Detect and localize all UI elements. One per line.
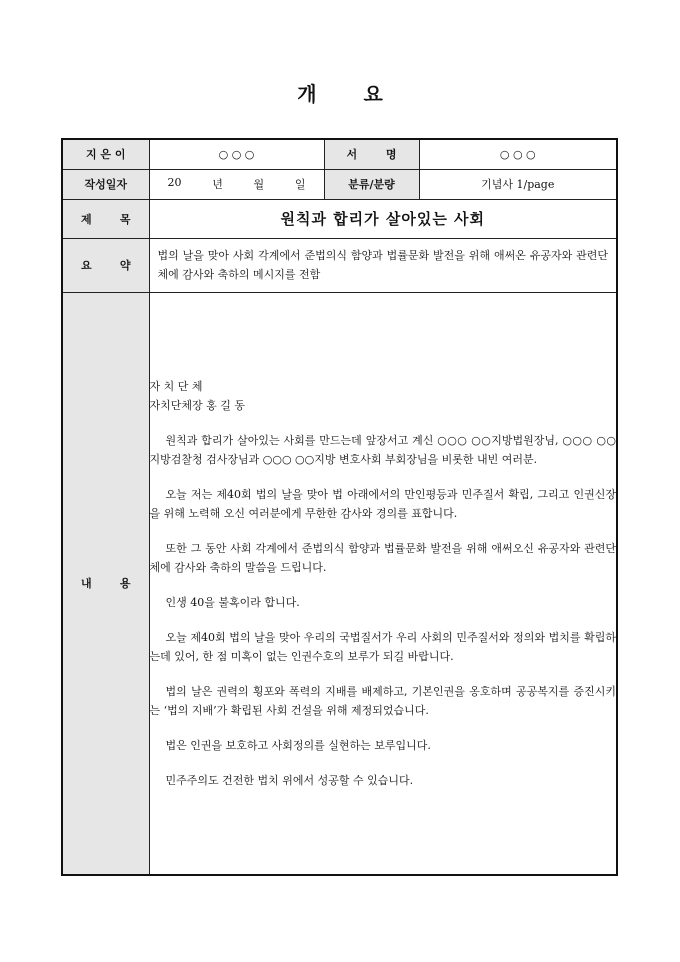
content-paragraph: 법은 인권을 보호하고 사회정의를 실현하는 보루입니다.	[165, 738, 431, 752]
subject-label	[62, 199, 149, 238]
content-paragraph: 원칙과 합리가 살아있는 사회를 만드는데 앞장서고 계신 ○○○ ○○지방법원장님, ○○○ ○○지방검찰청 검사장님과 ○○○ ○○지방 변호사회 부회장님을 비롯한 내빈 여러분.	[149, 433, 616, 466]
row-author	[62, 139, 617, 169]
content-paragraph: 오늘 제40회 법의 날을 맞아 우리의 국법질서가 우리 사회의 민주질서와 정의와 법치를 확립하는데 있어, 한 점 미혹이 없는 인권수호의 보루가 되길 바랍니다.	[149, 630, 616, 663]
content-label-part-1: 내	[81, 577, 92, 591]
subject-value: 원칙과 합리가 살아있는 사회	[280, 210, 486, 228]
content-label-part-2: 용	[119, 577, 131, 591]
content-body	[149, 292, 617, 875]
name-label-part-1: 서	[346, 148, 358, 162]
date-day-unit: 일	[294, 178, 306, 191]
content-label	[62, 292, 149, 875]
greeting-line-2: 자치단체장 홍 길 동	[149, 398, 245, 412]
content-paragraph: 오늘 저는 제40회 법의 날을 맞아 법 아래에서의 만인평등과 민주질서 확립, 그리고 인권신장을 위해 노력해 오신 여러분에게 무한한 감사와 경의를 표합니다.	[149, 487, 616, 520]
summary-value: 법의 날을 맞아 사회 각계에서 준법의식 함양과 법률문화 발전을 위해 애써온 유공자와 관련단체에 감사와 축하의 메시지를 전함	[157, 249, 608, 281]
row-summary	[62, 238, 617, 292]
name-label	[324, 139, 419, 169]
summary-label-part-2: 약	[119, 259, 131, 272]
date-year-unit: 년	[212, 178, 223, 191]
content-paragraph: 또한 그 동안 사회 각계에서 준법의식 함양과 법률문화 발전을 위해 애써오신 유공자와 관련단체에 감사와 축하의 말씀을 드립니다.	[149, 541, 616, 574]
author-label: 지 은 이	[62, 139, 149, 169]
date-year: 20	[167, 176, 182, 189]
summary-label-part-1: 요	[81, 259, 92, 272]
content-paragraph: 민주주의도 건전한 법치 위에서 성공할 수 있습니다.	[165, 773, 414, 787]
category-value: 기념사 1/page	[419, 169, 617, 199]
row-subject	[62, 199, 617, 238]
date-month-unit: 월	[253, 178, 265, 191]
subject-label-part-2: 목	[119, 212, 131, 226]
content-paragraph: 법의 날은 권력의 횡포와 폭력의 지배를 배제하고, 기본인권을 옹호하며 공공복지를 증진시키는 ‘법의 지배’가 확립된 사회 건설을 위해 제정되었습니다.	[149, 684, 616, 717]
row-date	[62, 169, 617, 199]
name-label-part-2: 명	[385, 148, 397, 162]
summary-label	[62, 238, 149, 292]
document-title: 개 요	[297, 82, 383, 106]
author-value: ○ ○ ○	[149, 139, 324, 169]
date-label: 작성일자	[62, 169, 149, 199]
date-value	[149, 169, 324, 199]
document-form-table	[61, 138, 618, 876]
greeting-line-1: 자 치 단 체	[149, 379, 203, 393]
name-value: ○ ○ ○	[419, 139, 617, 169]
content-paragraph: 인생 40을 불혹이라 합니다.	[165, 595, 300, 609]
summary-value-cell	[149, 238, 617, 292]
subject-value-cell	[149, 199, 617, 238]
category-label: 분류/분량	[324, 169, 419, 199]
row-content	[62, 292, 617, 875]
subject-label-part-1: 제	[81, 212, 92, 226]
